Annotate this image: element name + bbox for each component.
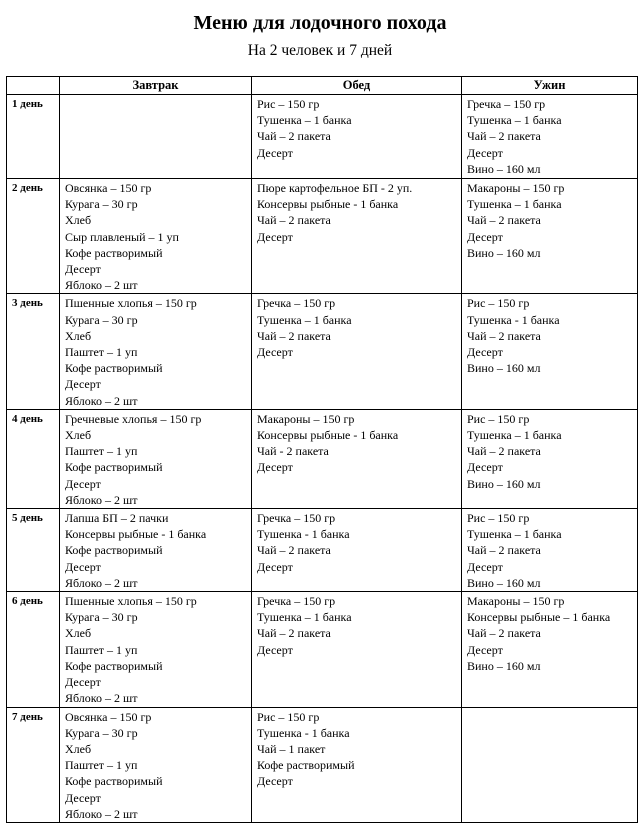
breakfast-item: Паштет – 1 уп (65, 642, 138, 657)
dinner-item: Тушенка – 1 банка (467, 197, 562, 212)
lunch-item: Тушенка - 1 банка (257, 725, 350, 740)
dinner-item: Вино – 160 мл (467, 361, 541, 376)
breakfast-item: Десерт (65, 790, 101, 805)
menu-table (6, 76, 638, 823)
dinner-cell (462, 592, 638, 707)
breakfast-item: Овсянка – 150 гр (65, 181, 152, 195)
breakfast-item: Курага – 30 гр (65, 197, 138, 212)
breakfast-cell (60, 179, 252, 294)
dinner-item: Вино – 160 мл (467, 161, 541, 176)
lunch-cell (252, 95, 462, 179)
lunch-cell (252, 707, 462, 822)
lunch-item: Десерт (257, 460, 293, 475)
breakfast-cell (60, 707, 252, 822)
dinner-item: Тушенка – 1 банка (467, 428, 562, 443)
breakfast-item: Хлеб (65, 213, 92, 228)
table-row (7, 707, 638, 822)
lunch-item: Десерт (257, 345, 293, 360)
dinner-cell (462, 707, 638, 822)
lunch-item: Рис – 150 гр (257, 97, 320, 111)
lunch-item: Гречка – 150 гр (257, 594, 336, 609)
dinner-item: Макароны – 150 гр (467, 594, 565, 609)
table-row (7, 509, 638, 592)
breakfast-item: Курага – 30 гр (65, 610, 138, 625)
breakfast-item: Лапша БП – 2 пачки (65, 511, 169, 526)
day-label: 1 день (7, 95, 60, 179)
dinner-item: Вино – 160 мл (467, 476, 541, 491)
dinner-cell (462, 179, 638, 294)
breakfast-item: Паштет – 1 уп (65, 345, 138, 360)
dinner-item: Чай – 2 пакета (467, 543, 541, 558)
table-header-row (7, 77, 638, 95)
lunch-item: Чай – 2 пакета (257, 213, 331, 228)
table-row (7, 294, 638, 409)
dinner-item: Рис – 150 гр (467, 296, 530, 311)
lunch-cell (252, 409, 462, 508)
dinner-item: Тушенка - 1 банка (467, 312, 560, 327)
lunch-item: Консервы рыбные - 1 банка (257, 197, 399, 212)
dinner-cell (462, 509, 638, 592)
dinner-item: Десерт (467, 229, 503, 244)
breakfast-item: Яблоко – 2 шт (65, 806, 138, 821)
lunch-item: Гречка – 150 гр (257, 296, 336, 311)
breakfast-item: Хлеб (65, 428, 92, 443)
lunch-cell (252, 509, 462, 592)
breakfast-item: Кофе растворимый (65, 245, 163, 260)
lunch-item: Чай - 2 пакета (257, 444, 329, 459)
breakfast-item: Пшенные хлопья – 150 гр (65, 296, 197, 311)
lunch-item: Консервы рыбные - 1 банка (257, 428, 399, 443)
breakfast-item: Кофе растворимый (65, 361, 163, 376)
table-row (7, 95, 638, 179)
dinner-item: Чай – 2 пакета (467, 444, 541, 459)
breakfast-cell (60, 294, 252, 409)
breakfast-item: Десерт (65, 559, 101, 574)
breakfast-item: Десерт (65, 377, 101, 392)
lunch-item: Десерт (257, 642, 293, 657)
page-subtitle: На 2 человек и 7 дней (247, 42, 393, 59)
dinner-item: Десерт (467, 642, 503, 657)
header-breakfast: Завтрак (60, 77, 252, 95)
lunch-item: Гречка – 150 гр (257, 511, 336, 526)
breakfast-item: Пшенные хлопья – 150 гр (65, 594, 197, 609)
lunch-item: Чай – 1 пакет (257, 741, 326, 756)
dinner-item: Консервы рыбные – 1 банка (467, 610, 611, 625)
dinner-item: Чай – 2 пакета (467, 129, 541, 144)
header-dinner: Ужин (462, 77, 638, 95)
table-row (7, 592, 638, 707)
breakfast-item: Курага – 30 гр (65, 312, 138, 327)
lunch-item: Тушенка – 1 банка (257, 113, 352, 128)
lunch-item: Десерт (257, 774, 293, 789)
breakfast-cell (60, 509, 252, 592)
breakfast-item: Яблоко – 2 шт (65, 575, 138, 590)
page-title: Меню для лодочного похода (193, 12, 447, 34)
breakfast-item: Десерт (65, 262, 101, 277)
breakfast-item: Сыр плавленый – 1 уп (65, 229, 179, 244)
breakfast-item: Гречневые хлопья – 150 гр (65, 411, 202, 426)
lunch-item: Десерт (257, 145, 293, 160)
table-row (7, 179, 638, 294)
header-lunch: Обед (252, 77, 462, 95)
breakfast-cell (60, 592, 252, 707)
lunch-item: Чай – 2 пакета (257, 543, 331, 558)
lunch-item: Тушенка - 1 банка (257, 527, 350, 542)
breakfast-cell (60, 409, 252, 508)
lunch-item: Макароны – 150 гр (257, 411, 355, 426)
lunch-item: Тушенка – 1 банка (257, 312, 352, 327)
day-label: 7 день (7, 707, 60, 822)
dinner-item: Десерт (467, 559, 503, 574)
day-label: 3 день (7, 294, 60, 409)
dinner-item: Десерт (467, 145, 503, 160)
breakfast-item: Кофе растворимый (65, 774, 163, 789)
breakfast-cell (60, 95, 252, 179)
breakfast-item: Яблоко – 2 шт (65, 393, 138, 408)
lunch-item: Пюре картофельное БП - 2 уп. (257, 181, 413, 195)
dinner-item: Рис – 150 гр (467, 411, 530, 426)
dinner-cell (462, 95, 638, 179)
menu-body (7, 95, 638, 823)
lunch-item: Десерт (257, 559, 293, 574)
header-day (7, 77, 60, 95)
dinner-item: Тушенка – 1 банка (467, 113, 562, 128)
breakfast-item: Яблоко – 2 шт (65, 691, 138, 706)
breakfast-item: Десерт (65, 675, 101, 690)
day-label: 5 день (7, 509, 60, 592)
breakfast-item: Хлеб (65, 328, 92, 343)
dinner-item: Гречка – 150 гр (467, 97, 546, 111)
day-label: 4 день (7, 409, 60, 508)
dinner-item: Вино – 160 мл (467, 575, 541, 590)
day-label: 2 день (7, 179, 60, 294)
lunch-item: Чай – 2 пакета (257, 626, 331, 641)
dinner-item: Макароны – 150 гр (467, 181, 565, 195)
dinner-item: Вино – 160 мл (467, 658, 541, 673)
breakfast-item: Паштет – 1 уп (65, 758, 138, 773)
lunch-item: Рис – 150 гр (257, 709, 320, 724)
breakfast-item: Курага – 30 гр (65, 725, 138, 740)
breakfast-item: Консервы рыбные - 1 банка (65, 527, 207, 542)
lunch-cell (252, 179, 462, 294)
dinner-item: Чай – 2 пакета (467, 626, 541, 641)
dinner-item: Чай – 2 пакета (467, 213, 541, 228)
lunch-cell (252, 294, 462, 409)
dinner-item: Десерт (467, 460, 503, 475)
lunch-item: Кофе растворимый (257, 758, 355, 773)
lunch-item: Чай – 2 пакета (257, 328, 331, 343)
lunch-item: Тушенка – 1 банка (257, 610, 352, 625)
dinner-item: Вино – 160 мл (467, 245, 541, 260)
breakfast-item: Кофе растворимый (65, 658, 163, 673)
breakfast-item: Яблоко – 2 шт (65, 278, 138, 293)
breakfast-item: Паштет – 1 уп (65, 444, 138, 459)
dinner-cell (462, 294, 638, 409)
breakfast-item: Яблоко – 2 шт (65, 492, 138, 507)
dinner-item: Чай – 2 пакета (467, 328, 541, 343)
dinner-item: Десерт (467, 345, 503, 360)
breakfast-item: Кофе растворимый (65, 460, 163, 475)
breakfast-item: Хлеб (65, 626, 92, 641)
day-label: 6 день (7, 592, 60, 707)
lunch-item: Чай – 2 пакета (257, 129, 331, 144)
dinner-item: Рис – 150 гр (467, 511, 530, 526)
breakfast-item: Кофе растворимый (65, 543, 163, 558)
dinner-item: Тушенка – 1 банка (467, 527, 562, 542)
breakfast-item: Десерт (65, 476, 101, 491)
dinner-cell (462, 409, 638, 508)
breakfast-item: Овсянка – 150 гр (65, 709, 152, 724)
breakfast-item: Хлеб (65, 741, 92, 756)
lunch-item: Десерт (257, 229, 293, 244)
table-row (7, 409, 638, 508)
lunch-cell (252, 592, 462, 707)
